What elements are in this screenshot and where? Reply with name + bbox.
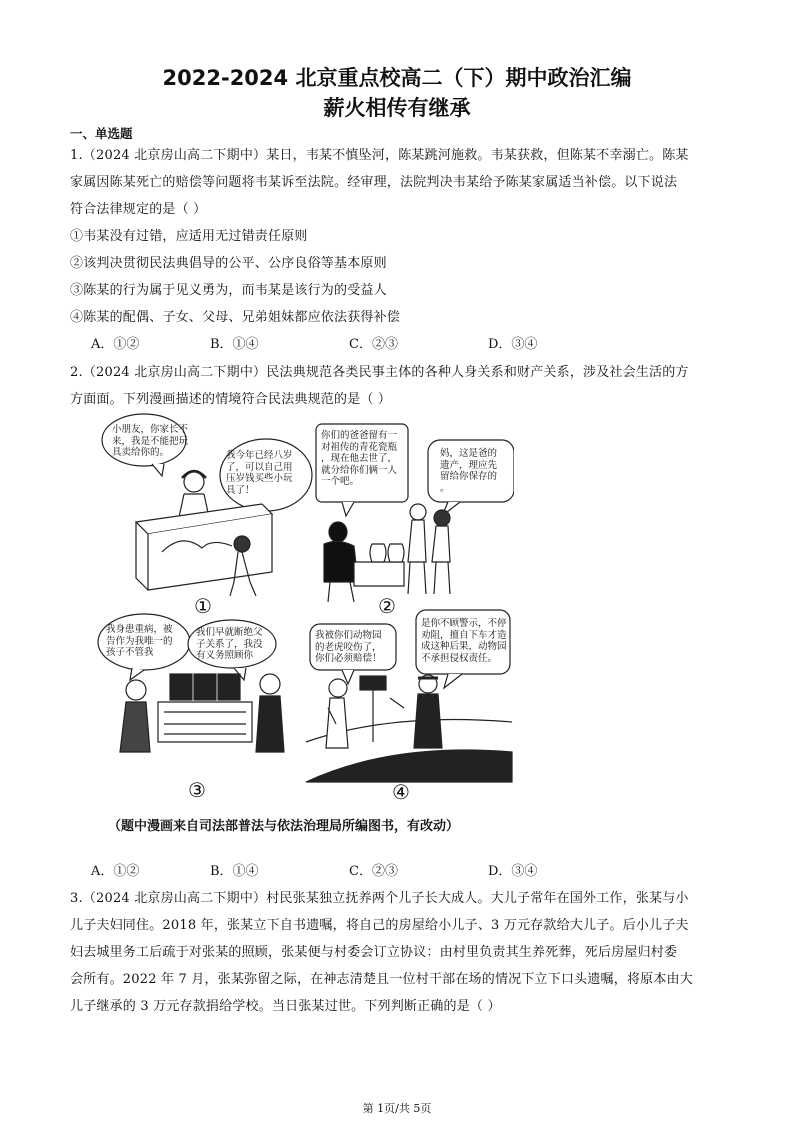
bubble-line: 是你不顾警示，不停 — [421, 618, 507, 629]
panel-2-bubble-a — [321, 430, 397, 488]
q1-statement-3: ③陈某的行为属于见义勇为，而韦某是该行为的受益人 — [70, 283, 387, 298]
q3-text-line-5: 儿子继承的 3 万元存款捐给学校。当日张某过世。下列判断正确的是（ ） — [70, 999, 501, 1014]
bubble-line: 你们的爸爸留有一 — [321, 430, 398, 441]
panel-4-bubble-a — [315, 630, 382, 665]
q1-text-line-1: 1.（2024 北京房山高二下期中）某日，韦某不慎坠河，陈某跳河施救。韦某获救，但陈某不幸溺亡。陈某 — [70, 148, 689, 163]
document-title-line-1: 2022-2024 北京重点校高二（下）期中政治汇编 — [162, 66, 632, 90]
bubble-line: 就分给你们俩一人 — [321, 464, 398, 476]
bubble-line: 压岁钱买些小玩 — [226, 473, 293, 484]
q3-text-line-1: 3.（2024 北京房山高二下期中）村民张某独立抚养两个儿子长大成人。大儿子常年在国外工作，张某与小 — [70, 891, 689, 906]
bubble-line: 我被你们动物园 — [315, 630, 382, 641]
q2-option-d: D．③④ — [488, 864, 538, 879]
section-heading: 一、单选题 — [70, 126, 133, 141]
q1-option-d: D．③④ — [488, 337, 538, 352]
bubble-line: 不承担侵权责任。 — [421, 652, 498, 664]
q1-option-a: A．①② — [91, 337, 140, 352]
q3-text-line-4: 会所有。2022 年 7 月，张某弥留之际，在神志清楚且一位村干部在场的情况下立下口头遗嘱，将原本由大 — [70, 972, 693, 987]
bubble-line: 具卖给你的。 — [112, 447, 170, 458]
q2-text-line-1: 2.（2024 北京房山高二下期中）民法典规范各类民事主体的各种人身关系和财产关系，涉及社会生活的方 — [70, 365, 689, 380]
document-title-line-2: 薪火相传有继承 — [323, 96, 471, 120]
comic-caption: （题中漫画来自司法部普法与依法治理局所编图书，有改动） — [108, 819, 460, 834]
bubble-line: 留给你保存的 — [440, 471, 498, 482]
bubble-line: 一个吧。 — [321, 476, 360, 487]
bubble-line: 你们必须赔偿！ — [315, 653, 382, 664]
bubble-line: 对祖传的青花瓷瓶 — [321, 441, 398, 453]
bubble-line: 成这种后果，动物园 — [421, 641, 507, 652]
bubble-line: 小朋友，你家长不 — [112, 424, 189, 435]
page-footer: 第 1页/共 5页 — [362, 1102, 432, 1115]
panel-3-bubble-a — [106, 624, 173, 659]
bubble-line: 我们早就断绝父 — [196, 627, 263, 638]
panel-1-number: ① — [194, 594, 212, 618]
bubble-line: ，现在他去世了， — [321, 453, 398, 464]
bubble-line: 来，我是不能把玩 — [112, 435, 189, 447]
q3-text-line-2: 儿子夫妇同住。2018 年，张某立下自书遗嘱，将自己的房屋给小儿子、3 万元存款给大儿子。后小儿子夫 — [70, 918, 689, 933]
q3-text-line-3: 妇去城里务工后疏于对张某的照顾，张某便与村委会订立协议：由村里负责其生养死葬，死后房屋归村委 — [70, 945, 678, 960]
q1-statement-4: ④陈某的配偶、子女、父母、兄弟姐妹都应依法获得补偿 — [70, 310, 401, 325]
panel-4-bubble-b — [421, 618, 507, 664]
panel-4-number: ④ — [392, 780, 410, 804]
q2-text-line-2: 方面面。下列漫画描述的情境符合民法典规范的是（ ） — [70, 392, 392, 407]
q1-text-line-3: 符合法律规定的是（ ） — [70, 202, 207, 217]
panel-1-bubble-a — [112, 424, 188, 459]
q2-option-c: C．②③ — [349, 864, 398, 879]
comic-illustration — [92, 412, 514, 810]
bubble-line: 有义务照顾你 — [196, 650, 254, 661]
q2-option-b: B．①④ — [210, 864, 259, 879]
panel-2-number: ② — [378, 594, 396, 618]
panel-2-bubble-b — [440, 448, 497, 494]
q1-statement-2: ②该判决贯彻民法典倡导的公平、公序良俗等基本原则 — [70, 256, 387, 271]
panel-1-bubble-b — [226, 450, 293, 496]
bubble-line: 遗产，理应先 — [440, 459, 498, 471]
bubble-line: 。 — [440, 482, 450, 494]
bubble-line: 告作为我唯一的 — [106, 635, 173, 647]
bubble-line: 我今年已经八岁 — [226, 450, 293, 461]
bubble-line: 具了！ — [226, 484, 255, 496]
bubble-line: 了，可以自己用 — [226, 461, 293, 473]
bubble-line: 妈，这是爸的 — [440, 448, 498, 459]
q1-option-b: B．①④ — [210, 337, 259, 352]
q2-option-a: A．①② — [91, 864, 140, 879]
bubble-line: 孩子不管我 — [106, 647, 154, 658]
panel-3-bubble-b — [196, 627, 263, 662]
q1-statement-1: ①韦某没有过错，应适用无过错责任原则 — [70, 229, 308, 244]
bubble-line: 的老虎咬伤了， — [315, 641, 382, 653]
bubble-line: 我身患重病，被 — [106, 624, 173, 635]
q1-text-line-2: 家属因陈某死亡的赔偿等问题将韦某诉至法院。经审理，法院判决韦某给予陈某家属适当补偿。以下说法 — [70, 175, 678, 190]
bubble-line: 子关系了，我没 — [196, 638, 263, 650]
q1-option-c: C．②③ — [349, 337, 398, 352]
panel-3-number: ③ — [188, 778, 206, 802]
bubble-line: 劝阻，擅自下车才造 — [421, 629, 507, 641]
